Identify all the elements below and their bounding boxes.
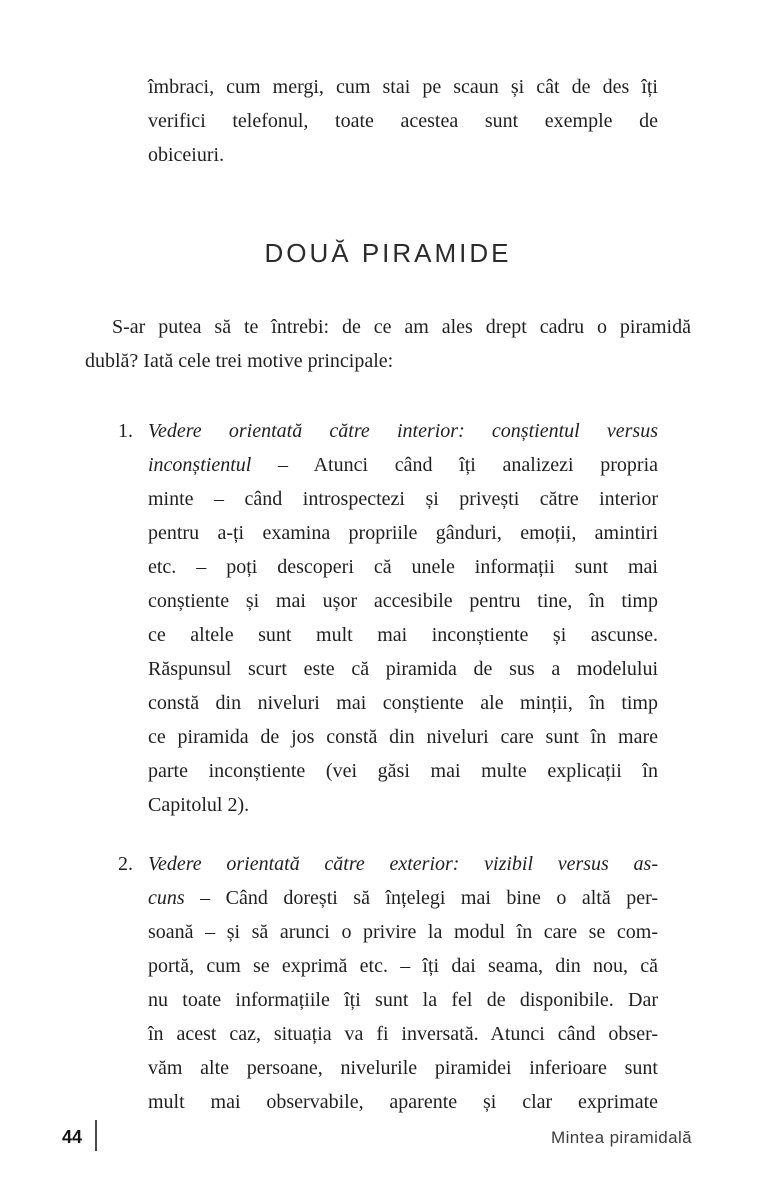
continuation-paragraph (148, 70, 658, 172)
text-line: Vedere orientată către interior: conștientul versus (148, 420, 658, 442)
text-line: verifici telefonul, toate acestea sunt exemple de (148, 110, 658, 132)
text-line: portă, cum se exprimă etc. – îți dai seama, din nou, că (148, 955, 658, 977)
text-line: obiceiuri. (148, 144, 225, 166)
list-item-2 (85, 847, 691, 1119)
list-item-text (148, 414, 658, 822)
text-line: parte inconștiente (vei găsi mai multe explicații în (148, 760, 658, 782)
list-item-1 (85, 414, 691, 822)
page-number: 44 (62, 1127, 83, 1147)
text-line: etc. – poți descoperi că unele informații sunt mai (148, 556, 658, 578)
intro-paragraph (85, 310, 691, 378)
numbered-list (85, 414, 691, 1119)
text-line: Răspunsul scurt este că piramida de sus a modelului (148, 658, 658, 680)
text-line: pentru a-ți examina propriile gânduri, emoții, amintiri (148, 522, 658, 544)
text-line: minte – când introspectezi și privești către interior (148, 488, 658, 510)
text-line: cuns – Când dorești să înțelegi mai bine o altă per- (148, 887, 658, 909)
text-line: soană – și să arunci o privire la modul în care se com- (148, 921, 658, 943)
text-line: îmbraci, cum mergi, cum stai pe scaun și cât de des îți (148, 76, 658, 98)
text-line: Capitolul 2). (148, 794, 250, 816)
text-line: Vedere orientată către exterior: vizibil versus as- (148, 853, 658, 875)
text-line: inconștientul – Atunci când îți analizezi propria (148, 454, 658, 476)
list-item-text (148, 847, 658, 1119)
list-item-number: 1. (118, 420, 133, 442)
running-title: Mintea piramidală (551, 1128, 692, 1147)
text-line: ce altele sunt mult mai inconștiente și ascunse. (148, 624, 658, 646)
text-line: conștiente și mai ușor accesibile pentru tine, în timp (148, 590, 658, 612)
text-line: constă din niveluri mai conștiente ale minții, în timp (148, 692, 658, 714)
text-line: în acest caz, situația va fi inversată. Atunci când obser- (148, 1023, 658, 1045)
text-line: nu toate informațiile îți sunt la fel de disponibile. Dar (148, 989, 658, 1011)
text-line: văm alte persoane, nivelurile piramidei inferioare sunt (148, 1057, 658, 1079)
section-heading: DOUĂ PIRAMIDE (264, 238, 512, 268)
text-line: ce piramida de jos constă din niveluri care sunt în mare (148, 726, 658, 748)
text-line: S-ar putea să te întrebi: de ce am ales drept cadru o piramidă (112, 316, 691, 338)
footer-divider-line (95, 1120, 97, 1151)
list-item-number: 2. (118, 853, 133, 875)
page-content (85, 0, 691, 1119)
text-line: mult mai observabile, aparente și clar exprimate (148, 1091, 658, 1113)
text-line: dublă? Iată cele trei motive principale: (85, 350, 394, 372)
